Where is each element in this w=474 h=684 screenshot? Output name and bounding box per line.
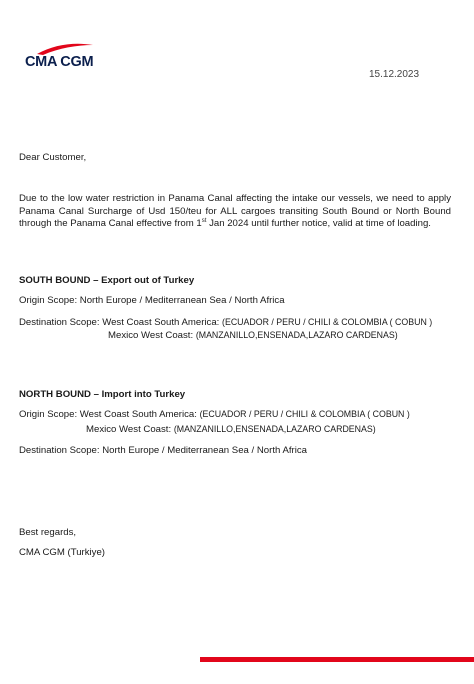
north-origin-region2: Mexico West Coast: — [86, 424, 172, 435]
south-origin-line — [19, 295, 285, 308]
body-superscript: st — [201, 218, 207, 225]
north-origin-ports1: (ECUADOR / PERU / CHILI & COLOMBIA ( COBUN ) — [199, 409, 410, 419]
south-destination-line2 — [108, 330, 398, 343]
south-destination-region2: Mexico West Coast: — [108, 330, 194, 341]
letter-date: 15.12.2023 — [369, 69, 420, 80]
logo-text: CMA CGM — [25, 54, 94, 70]
body-paragraph — [19, 193, 451, 231]
south-destination-line — [19, 317, 432, 330]
south-origin-label: Origin Scope: — [19, 295, 78, 306]
north-destination-line — [19, 445, 307, 458]
body-text-part2: Jan 2024 until further notice, valid at time of loading. — [206, 218, 431, 230]
south-destination-ports2: (MANZANILLO,ENSENADA,LAZARO CARDENAS) — [195, 330, 398, 340]
footer-red-bar — [200, 657, 474, 662]
cma-cgm-logo — [25, 42, 105, 78]
north-origin-label: Origin Scope: — [19, 409, 78, 420]
signature: CMA CGM (Turkiye) — [19, 547, 105, 558]
south-origin-value: North Europe / Mediterranean Sea / North Africa — [79, 295, 285, 306]
north-origin-region1: West Coast South America: — [79, 409, 197, 420]
closing: Best regards, — [19, 527, 77, 538]
south-destination-ports1: (ECUADOR / PERU / CHILI & COLOMBIA ( COBUN ) — [222, 317, 433, 327]
salutation: Dear Customer, — [19, 152, 87, 163]
north-origin-line — [19, 409, 410, 422]
north-destination-label: Destination Scope: — [19, 445, 100, 456]
body-text-part1: Due to the low water restriction in Panama Canal affecting the intake our vessels, we need to apply Panama Canal Surcharge of Usd 150/teu for ALL cargoes transiting South Bound or North Bound through the Panama Canal effective from 1 — [19, 193, 451, 230]
north-destination-value: North Europe / Mediterranean Sea / North Africa — [102, 445, 307, 456]
north-origin-ports2: (MANZANILLO,ENSENADA,LAZARO CARDENAS) — [173, 424, 376, 434]
south-bound-heading: SOUTH BOUND – Export out of Turkey — [19, 275, 195, 286]
north-bound-heading: NORTH BOUND – Import into Turkey — [19, 389, 186, 400]
south-destination-label: Destination Scope: — [19, 317, 100, 328]
south-destination-region1: West Coast South America: — [102, 317, 220, 328]
north-origin-line2 — [86, 424, 376, 437]
